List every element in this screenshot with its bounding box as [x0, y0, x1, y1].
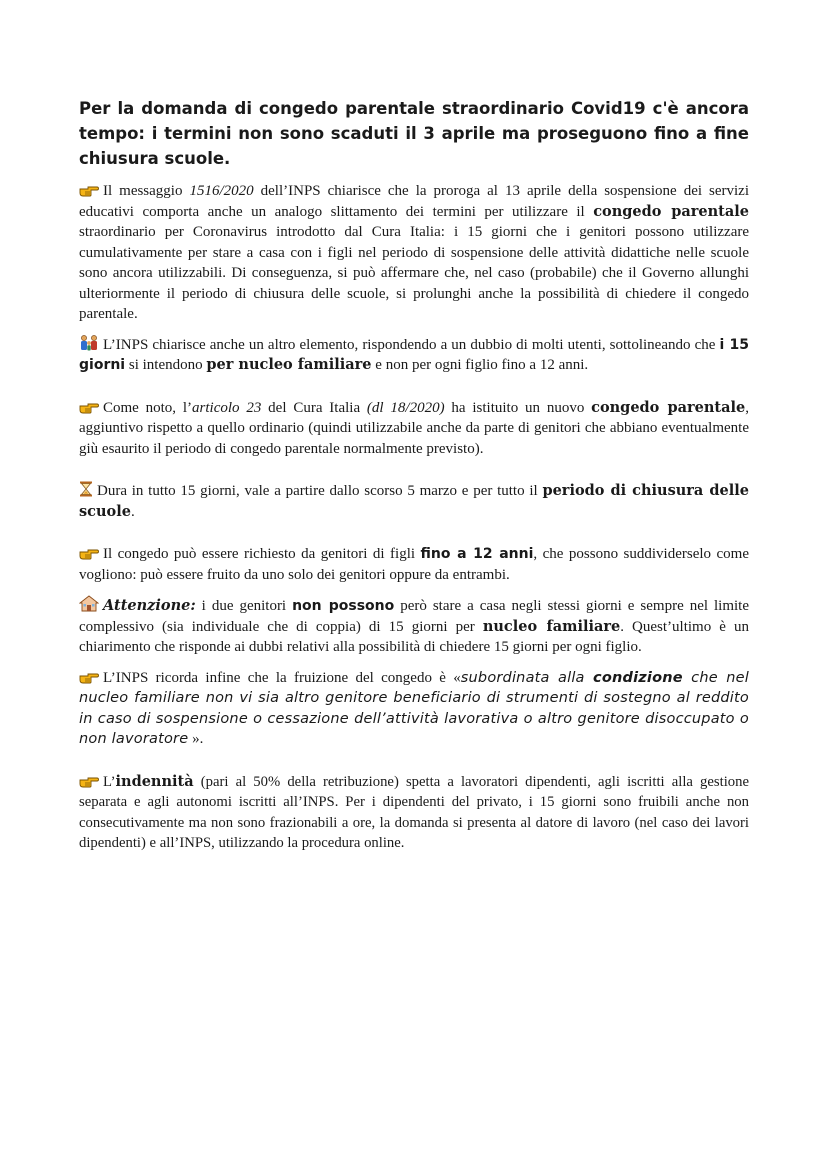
pointing-hand-icon [79, 400, 99, 414]
house-warning-icon [79, 595, 99, 612]
fifteen-days-emphasis: i 15 giorni [79, 336, 749, 373]
message-reference: 1516/2020 [189, 183, 254, 199]
paragraph-eligibility: Il congedo può essere richiesto da genitori di figli fino a 12 anni, che possono suddividerselo come vogliono: può essere fruito da uno solo dei genitori oppure da entrambi. [79, 546, 749, 583]
paragraph-message: Il messaggio 1516/2020 dell’INPS chiarisce che la proroga al 13 aprile della sospensione dei servizi educativi comporta anche un analogo slittamento dei termini per utilizzare il congedo parentale straordinario per Coronavirus introdotto dal Cura Italia: i 15 giorni che i genitori possono utilizzare cumulativamente per stare a casa con i figli nel periodo di sospensione delle attività didattiche nelle scuole sono ancora utilizzabili. Di conseguenza, si può affermare che, nel caso (probabile) che il Governo allunghi ulteriormente il periodo di chiusura delle scuole, si prolunghi anche la possibilità di chiedere il congedo parentale. [79, 183, 749, 322]
condizione-emphasis: condizione [593, 669, 683, 686]
document-title: Per la domanda di congedo parentale straordinario Covid19 c'è ancora tempo: i termini non sono scaduti il 3 aprile ma proseguono fino a fine chiusura scuole. [79, 99, 749, 168]
congedo-parentale-emphasis: congedo parentale [591, 398, 746, 416]
non-possono-emphasis: non possono [292, 598, 395, 614]
pointing-hand-icon [79, 774, 99, 788]
congedo-parentale-emphasis: congedo parentale [593, 202, 749, 220]
decree-reference: (dl 18/2020) [366, 399, 445, 416]
indennita-emphasis: indennità [115, 772, 194, 790]
paragraph-condition: L’INPS ricorda infine che la fruizione del congedo è «subordinata alla condizione che nel nucleo familiare non vi sia altro genitore beneficiario di strumenti di sostegno al reddito in caso di sospensione o cessazione dell’attività lavorativa o altro genitore disoccupato o non lavoratore ». [79, 669, 749, 747]
pointing-hand-icon [79, 670, 99, 684]
per-nucleo-familiare-emphasis: per nucleo familiare [206, 356, 372, 373]
paragraph-duration: Dura in tutto 15 giorni, vale a partire dallo scorso 5 marzo e per tutto il periodo di chiusura delle scuole. [79, 482, 749, 520]
pointing-hand-icon [79, 546, 99, 560]
quoted-condition: subordinata alla condizione che nel nucleo familiare non vi sia altro genitore beneficiario di strumenti di sostegno al reddito in caso di sospensione o cessazione dell’attività lavorativa o altro genitore disoccupato o non lavoratore [79, 669, 749, 747]
family-icon [79, 335, 99, 351]
fino-a-12-anni-emphasis: fino a 12 anni [420, 546, 534, 562]
periodo-chiusura-emphasis: periodo di chiusura delle scuole [79, 482, 749, 520]
hourglass-icon [79, 481, 93, 497]
nucleo-familiare-emphasis: nucleo familiare [482, 617, 621, 635]
paragraph-warning: Attenzione: i due genitori non possono però stare a casa negli stessi giorni e sempre nel limite complessivo (sia individuale che di coppia) di 15 giorni per nucleo familiare. Quest’ultimo è un chiarimento che risponde ai dubbi relativi alla possibilità di chiedere 15 giorni per ogni figlio. [79, 597, 750, 655]
attention-label: Attenzione: [103, 597, 196, 614]
document-page [79, 96, 749, 854]
article-reference: articolo 23 [192, 399, 262, 416]
paragraph-article-23: Come noto, l’articolo 23 del Cura Italia (dl 18/2020) ha istituito un nuovo congedo parentale, aggiuntivo rispetto a quello ordinario (quindi utilizzabile anche da parte di genitori che abbiano eventualmente giù esaurito il periodo di congedo parentale normalmente previsto). [79, 398, 749, 457]
pointing-hand-icon [79, 183, 99, 197]
paragraph-clarification: L’INPS chiarisce anche un altro elemento, rispondendo a un dubbio di molti utenti, sottolineando che i 15 giorni si intendono per nucleo familiare e non per ogni figlio fino a 12 anni. [79, 336, 749, 373]
paragraph-allowance: L’indennità (pari al 50% della retribuzione) spetta a lavoratori dipendenti, agli iscritti alla gestione separata e agli autonomi iscritti all’INPS. Per i dipendenti del privato, i 15 giorni sono fruibili anche non consecutivamente ma non sono frazionabili a ore, la domanda si presenta al datore di lavoro (nel caso dei lavori dipendenti) e all’INPS, utilizzando la procedura online. [79, 772, 749, 851]
